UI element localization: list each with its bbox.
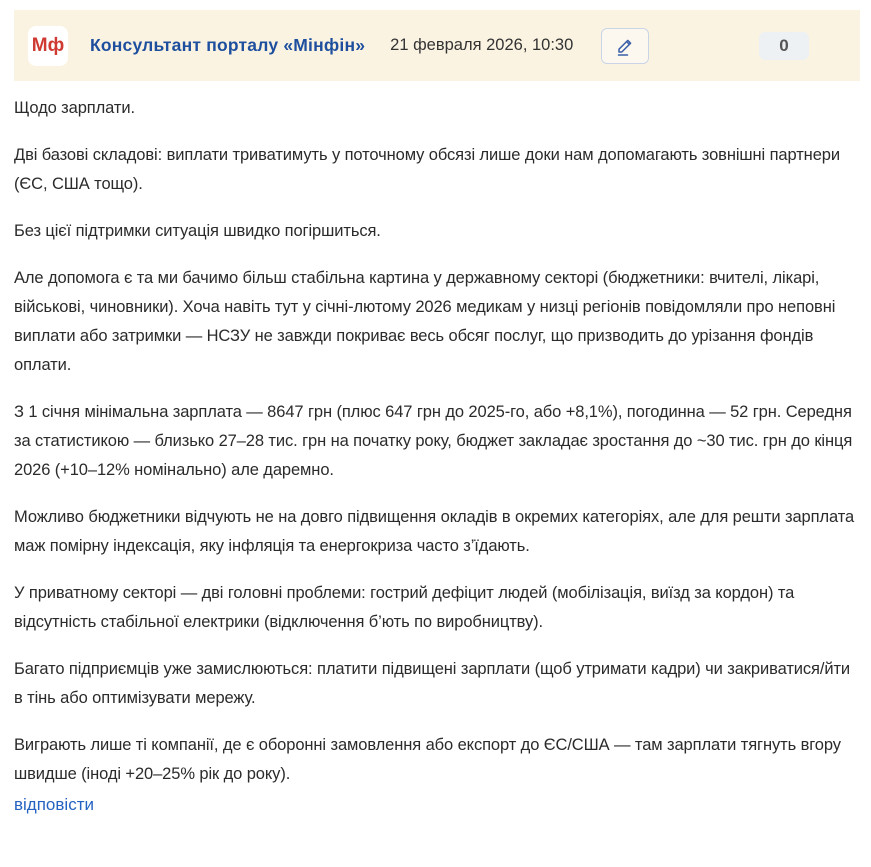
avatar-initials: Мф bbox=[31, 34, 65, 56]
comment-paragraph: З 1 січня мінімальна зарплата — 8647 грн (плюс 647 грн до 2025-го, або +8,1%), погодинна — 52 грн. Середня за статистикою — близько 27–28 тис. грн на початку року, бюджет закладає зростання до ~30 тис. грн до кінця 2026 (+10–12% номінально) але даремно. bbox=[14, 403, 853, 479]
author-name[interactable]: Консультант порталу «Мінфін» bbox=[90, 35, 366, 55]
vote-count: 0 bbox=[779, 35, 789, 55]
comment-paragraph: Виграють лише ті компанії, де є оборонні замовлення або експорт до ЄС/США — там зарплати тягнуть вгору швидше (іноді +20–25% рік до року). bbox=[14, 736, 841, 783]
comment-body bbox=[0, 81, 871, 815]
vote-counter-badge[interactable] bbox=[759, 32, 809, 60]
comment-paragraph: Можливо бюджетники відчують не на довго підвищення окладів в окремих категоріях, але для решти зарплата маж помірну індексація, яку інфляція та енергокриза часто з’їдають. bbox=[14, 508, 855, 555]
comment-paragraph: Дві базові складові: виплати триватимуть у поточному обсязі лише доки нам допомагають зовнішні партнери (ЄС, США тощо). bbox=[14, 146, 840, 193]
comment-paragraph: Без цієї підтримки ситуація швидко погіршиться. bbox=[14, 222, 381, 240]
comment-paragraph: Багато підприємців уже замислюються: платити підвищені зарплати (щоб утримати кадри) чи закриватися/йти в тінь або оптимізувати мережу. bbox=[14, 660, 851, 707]
comment-paragraph: У приватному секторі — дві головні проблеми: гострий дефіцит людей (мобілізація, виїзд за кордон) та відсутність стабільної електрики (відключення б’ють по виробництву). bbox=[14, 584, 795, 631]
reply-link[interactable]: відповісти bbox=[14, 795, 94, 814]
pencil-icon bbox=[613, 34, 637, 58]
avatar bbox=[28, 26, 68, 66]
comment-date: 21 февраля 2026, 10:30 bbox=[390, 36, 574, 54]
comment-paragraph: Але допомога є та ми бачимо більш стабільна картина у державному секторі (бюджетники: вчителі, лікарі, військові, чиновники). Хоча навіть тут у січні-лютому 2026 медикам у низці регіонів повідомляли про неповні виплати або затримки — НСЗУ не завжди покриває весь обсяг послуг, що призводить до урізання фондів оплати. bbox=[14, 269, 836, 374]
edit-button[interactable] bbox=[601, 28, 649, 64]
comment-paragraph: Щодо зарплати. bbox=[14, 99, 135, 117]
comment-header bbox=[14, 10, 860, 81]
